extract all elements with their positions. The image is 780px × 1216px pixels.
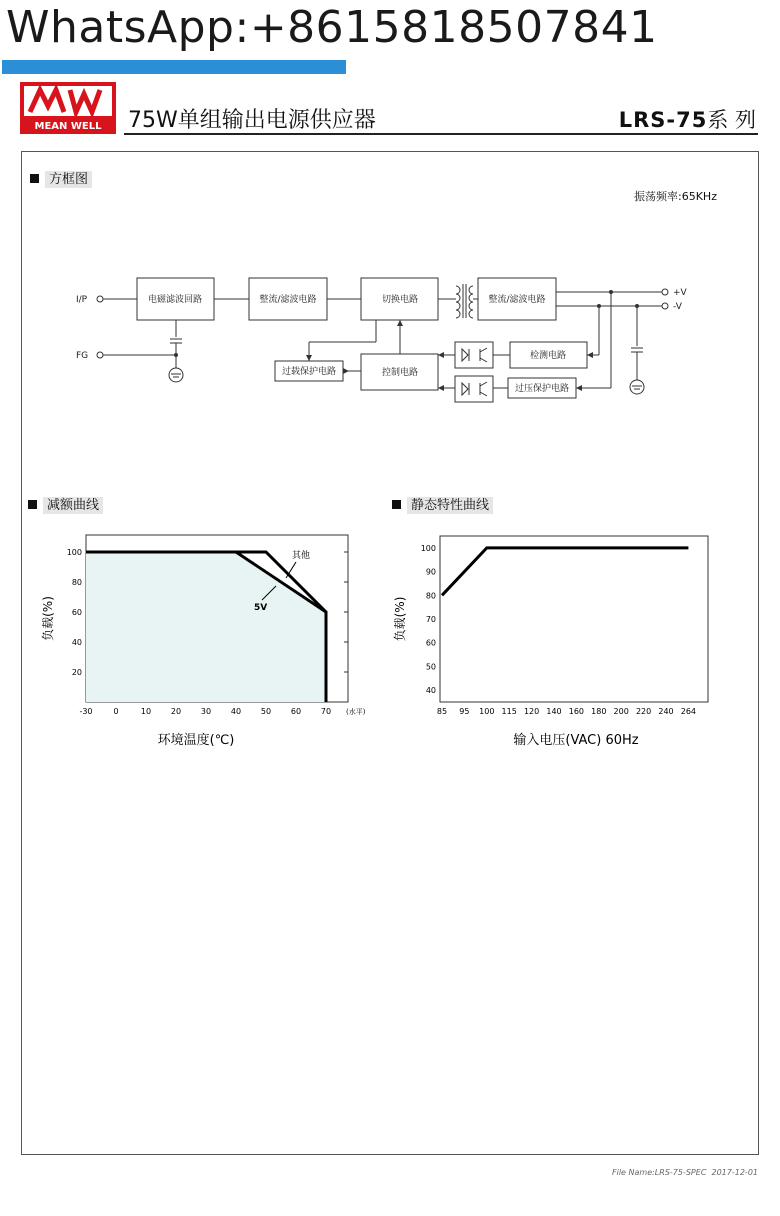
static-line [442, 548, 688, 595]
static-ytick-label: 40 [425, 686, 436, 696]
text-rect-filter-in: 整流/滤波电路 [259, 295, 317, 305]
logo-text: MEAN WELL [34, 121, 102, 132]
static-chart [380, 520, 740, 760]
photo-coupler-2 [455, 376, 493, 402]
photo-coupler-1 [455, 342, 493, 368]
static-ytick-label: 80 [425, 591, 436, 601]
static-xtick-label: 100 [479, 707, 495, 716]
static-xtick-label: 120 [523, 707, 540, 716]
derating-ytick-label: 20 [71, 668, 82, 677]
file-footer [612, 1168, 758, 1177]
static-xtick-label: 85 [436, 707, 448, 716]
derating-chart [0, 520, 390, 760]
text-switching: 切换电路 [381, 295, 419, 305]
derating-xtick-label: -30 [79, 707, 93, 716]
derating-xtick-label: 20 [170, 707, 182, 716]
static-xtick-label: 220 [635, 707, 652, 716]
derating-xtick-label: 50 [260, 707, 272, 716]
file-name: File Name:LRS-75-SPEC [612, 1168, 707, 1177]
derating-xtick-label: 10 [140, 707, 152, 716]
static-xtick-label: 264 [680, 707, 697, 716]
product-title: 75W单组输出电源供应器 [128, 108, 376, 133]
static-ytick-label: 50 [425, 662, 436, 672]
text-emi-filter: 电磁滤波回路 [147, 295, 203, 305]
derating-xtick-label: 40 [230, 707, 242, 716]
derating-ytick-label: 60 [71, 608, 82, 617]
derating-ytick-label: 100 [66, 548, 82, 557]
static-ytick-label: 100 [420, 543, 436, 553]
static-xtick-label: 115 [501, 707, 517, 716]
label-fg: FG [76, 351, 89, 361]
derating-xtick-label: 70 [320, 707, 332, 716]
derating-label-5v: 5V [254, 603, 268, 613]
static-ytick-label: 60 [425, 638, 436, 648]
static-ytick-label: 90 [425, 567, 436, 577]
static-curve-title: 静态特性曲线 [392, 494, 493, 513]
text-rect-filter-out: 整流/滤波电路 [488, 295, 546, 305]
derating-title: 减额曲线 [28, 494, 103, 513]
label-ip: I/P [76, 295, 88, 305]
static-xtick-label: 95 [459, 707, 470, 716]
text-control: 控制电路 [381, 368, 419, 378]
file-date: 2017-12-01 [711, 1168, 758, 1177]
derating-ytick-label: 40 [71, 638, 82, 647]
derating-xtick-label: 60 [290, 707, 302, 716]
label-out-pos: +V [673, 288, 687, 298]
static-xtick-label: 180 [591, 707, 607, 716]
block-diagram [0, 0, 780, 470]
text-detection: 检测电路 [529, 351, 567, 361]
series-suffix: 系 列 [707, 108, 756, 132]
static-xtick-label: 160 [568, 707, 585, 716]
static-xtick-label: 200 [613, 707, 629, 716]
derating-label-other: 其他 [292, 551, 311, 561]
label-out-neg: -V [673, 302, 682, 312]
static-xlabel: 输入电压(VAC) 60Hz [513, 733, 639, 748]
derating-ylabel: 负载(%) [41, 596, 55, 641]
text-olp: 过载保护电路 [281, 367, 337, 377]
oscillation-frequency: 振荡频率:65KHz [634, 190, 717, 203]
static-ylabel: 负载(%) [393, 596, 407, 642]
whatsapp-banner: WhatsApp:+8615818507841 [6, 2, 658, 53]
derating-xtick-label: 0 [113, 707, 119, 716]
series-model: LRS-75 [618, 108, 708, 132]
derating-xtick-label: 30 [200, 707, 212, 716]
static-ytick-label: 70 [425, 615, 436, 624]
static-xtick-label: 140 [546, 707, 562, 716]
derating-x-unit: (水平) [346, 708, 366, 716]
block-diagram-title: 方框图 [30, 168, 92, 187]
static-xtick-label: 240 [658, 707, 674, 716]
static-plot-frame [440, 536, 708, 702]
derating-ytick-label: 80 [71, 578, 82, 587]
text-ovp: 过压保护电路 [514, 384, 570, 394]
derating-xlabel: 环境温度(℃) [157, 733, 235, 748]
